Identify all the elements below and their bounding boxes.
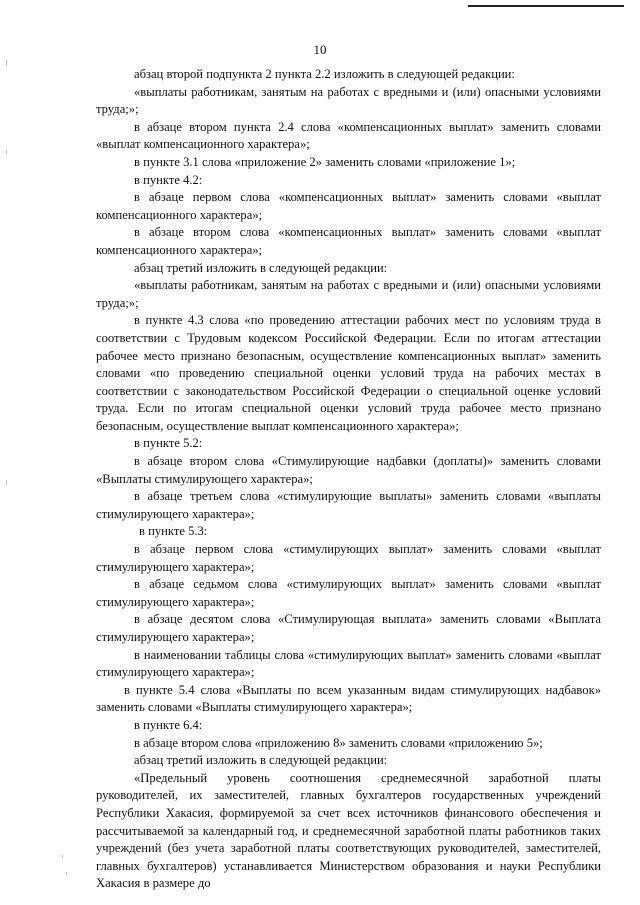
paragraph: в абзаце втором слова «приложению 8» заменить словами «приложению 5»; xyxy=(134,735,543,750)
margin-mark xyxy=(62,855,63,858)
paragraph: в наименовании таблицы слова «стимулирующих выплат» заменить словами «выплат стимулирующего характера»; xyxy=(96,647,601,680)
paragraph: «выплаты работникам, занятым на работах с вредными и (или) опасными условиями труда;»; xyxy=(96,278,601,310)
paragraph: «Предельный уровень соотношения среднемесячной заработной платы руководителей, их заместителей, главных бухгалтеров государственных учреждений Республики Хакасия, формируемой за счет всех источников финансового обеспечения и рассчитываемой за календарный год, и среднемесячной заработной платы работников таких учреждений (без учета заработной платы соответствующих руководителей, заместителей, главных бухгалтеров) устанавливается Министерством образования и науки Республики Хакасия в размере до xyxy=(96,770,601,891)
page-number: 10 xyxy=(313,42,327,57)
margin-mark xyxy=(6,60,7,66)
paragraph: в абзаце третьем слова «стимулирующие выплаты» заменить словами «выплаты стимулирующего характера»; xyxy=(96,489,601,521)
paragraph: в пункте 4.3 слова «по проведению аттестации рабочих мест по условиям труда в соответствии с Трудовым кодексом Российской Федерации. Если по итогам аттестации рабочее место признано безопасным, осуществление компенсационных выплат» заменить словами «по проведению специальной оценки условий труда на рабочих местах в соответствии с законодательством Российской Федерации о специальной оценке условий труда. Если по итогам специальной оценки условий труда рабочее место признано безопасным, осуществление выплат компенсационного характера»; xyxy=(96,313,601,433)
paragraph: в абзаце втором пункта 2.4 слова «компенсационных выплат» заменить словами «выплат компенсационного характера»; xyxy=(96,119,601,152)
paragraph: в пункте 6.4: xyxy=(134,717,203,732)
paragraph: в абзаце втором слова «Стимулирующие надбавки (доплаты)» заменить словами «Выплаты стимулирующего характера»; xyxy=(96,454,601,486)
margin-mark xyxy=(66,872,67,875)
paragraph: в пункте 4.2: xyxy=(134,172,203,187)
top-edge-rule xyxy=(468,5,624,7)
paragraph: абзац третий изложить в следующей редакции: xyxy=(134,753,388,768)
margin-mark xyxy=(6,150,7,154)
paragraph: абзац второй подпункта 2 пункта 2.2 изложить в следующей редакции: xyxy=(134,67,515,81)
paragraph: в абзаце первом слова «стимулирующих выплат» заменить словами «выплат стимулирующего характера»; xyxy=(96,542,601,574)
paragraph: в пункте 5.4 слова «Выплаты по всем указанным видам стимулирующих надбавок» заменить словами «Выплаты стимулирующего характера»; xyxy=(96,682,601,715)
paragraph: в пункте 3.1 слова «приложение 2» заменить словами «приложение 1»; xyxy=(134,154,516,169)
document-body xyxy=(96,66,601,893)
paragraph: в абзаце первом слова «компенсационных выплат» заменить словами «выплат компенсационного характера»; xyxy=(96,190,601,222)
paragraph: в абзаце втором слова «компенсационных выплат» заменить словами «выплат компенсационного характера»; xyxy=(96,225,601,257)
paragraph: в пункте 5.3: xyxy=(139,524,208,539)
paragraph: в пункте 5.2: xyxy=(134,436,203,451)
margin-mark xyxy=(6,480,7,485)
paragraph: абзац третий изложить в следующей редакции: xyxy=(134,260,388,275)
paragraph: «выплаты работникам, занятым на работах с вредными и (или) опасными условиями труда;»; xyxy=(96,84,601,117)
paragraph: в абзаце седьмом слова «стимулирующих выплат» заменить словами «выплат стимулирующего характера»; xyxy=(96,577,601,609)
paragraph: в абзаце десятом слова «Стимулирующая выплата» заменить словами «Выплата стимулирующего характера»; xyxy=(96,612,601,644)
